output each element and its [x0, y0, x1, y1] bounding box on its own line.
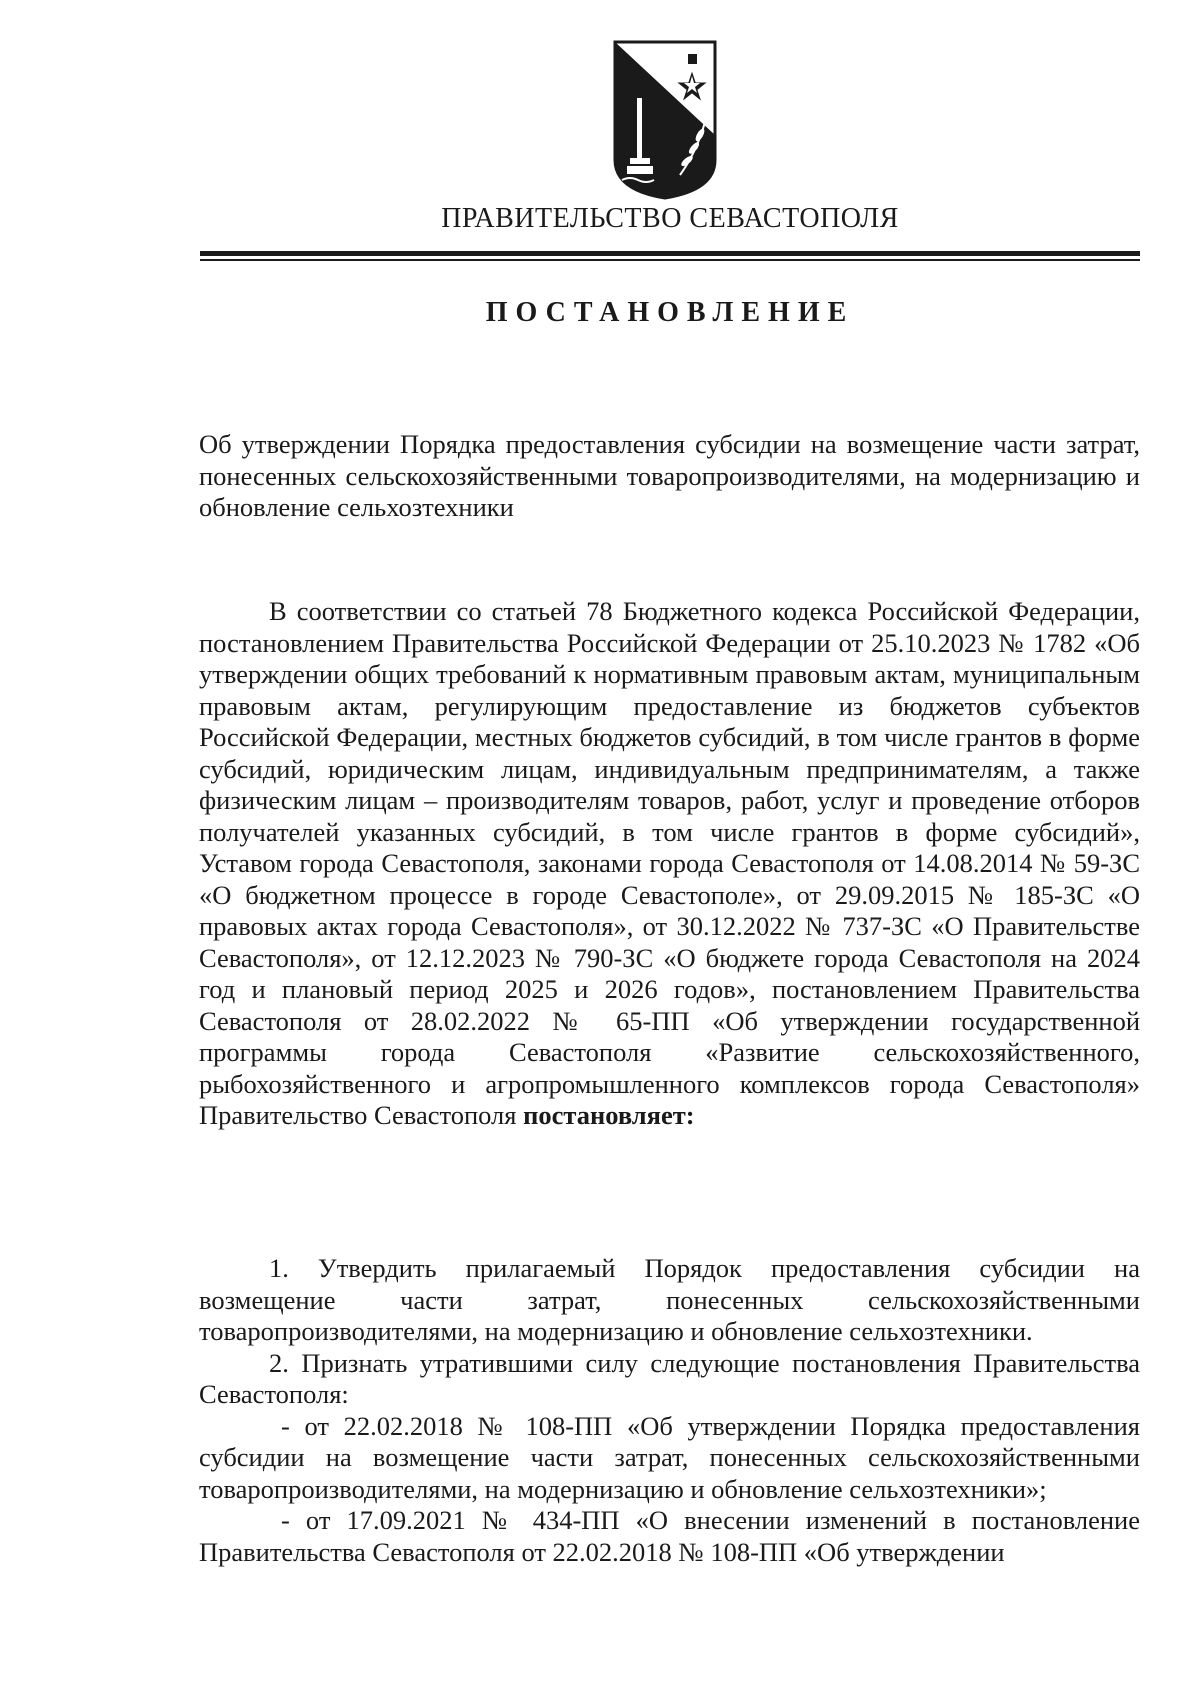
item-2: 2. Признать утратившими силу следующие постановления Правительства Севастополя: — [199, 1347, 1140, 1409]
coat-of-arms-emblem — [610, 40, 720, 200]
preamble-text: В соответствии со статьей 78 Бюджетного кодекса Российской Федерации, постановлением Правительства Российской Федерации от 25.10.2023 № 1782 «Об утверждении общих требований к нормативным правовым актам, муниципальным правовым актам, регулирующим предоставление из бюджетов субъектов Российской Федерации, местных бюджетов субсидий, в том числе грантов в форме субсидий, юридическим лицам, индивидуальным предпринимателям, а также физическим лицам – производителям товаров, работ, услуг и проведение отборов получателей указанных субсидий, в том числе грантов в форме субсидий», Уставом города Севастополя, законами города Севастополя от 14.08.2014 № 59-ЗС «О бюджетном процессе в городе Севастополе», от 29.09.2015 № 185-ЗС «О правовых актах города Севастополя», от 30.12.2022 № 737-ЗС «О Правительстве Севастополя», от 12.12.2023 № 790-ЗС «О бюджете города Севастополя на 2024 год и плановый период 2025 и 2026 годов», постановлением Правительства Севастополя от 28.02.2022 № 65-ПП «Об утверждении государственной программы города Севастополя «Развитие сельскохозяйственного, рыбохозяйственного и агропромышленного комплексов города Севастополя» Правительство Севастополя — [199, 596, 1140, 1130]
item-2-subitem-1: - от 22.02.2018 № 108-ПП «Об утверждении Порядка предоставления субсидии на возмещение части затрат, понесенных сельскохозяйственными товаропроизводителями, на модернизацию и обновление сельхозтехники»; — [199, 1410, 1140, 1504]
header-rule-thick — [200, 251, 1140, 256]
header-rule-thin — [200, 259, 1140, 261]
item-1: 1. Утвердить прилагаемый Порядок предоставления субсидии на возмещение части затрат, понесенных сельскохозяйственными товаропроизводителями, на модернизацию и обновление сельхозтехники. — [199, 1253, 1140, 1346]
item-2-subitem-2: - от 17.09.2021 № 434-ПП «О внесении изменений в постановление Правительства Севастополя от 22.02.2018 № 108-ПП «Об утверждении — [199, 1505, 1140, 1567]
document-type: ПОСТАНОВЛЕНИЕ — [485, 297, 855, 328]
government-name: ПРАВИТЕЛЬСТВО СЕВАСТОПОЛЯ — [441, 203, 899, 234]
preamble-resolve-word: постановляет: — [523, 1100, 695, 1130]
document-title — [199, 429, 1140, 524]
preamble — [199, 596, 1140, 1132]
resolution-items — [199, 1253, 1140, 1568]
document-title-text: Об утверждении Порядка предоставления субсидии на возмещение части затрат, понесенных сельскохозяйственными товаропроизводителями, на модернизацию и обновление сельхозтехники — [199, 429, 1140, 522]
preamble-paragraph — [199, 596, 1140, 1132]
